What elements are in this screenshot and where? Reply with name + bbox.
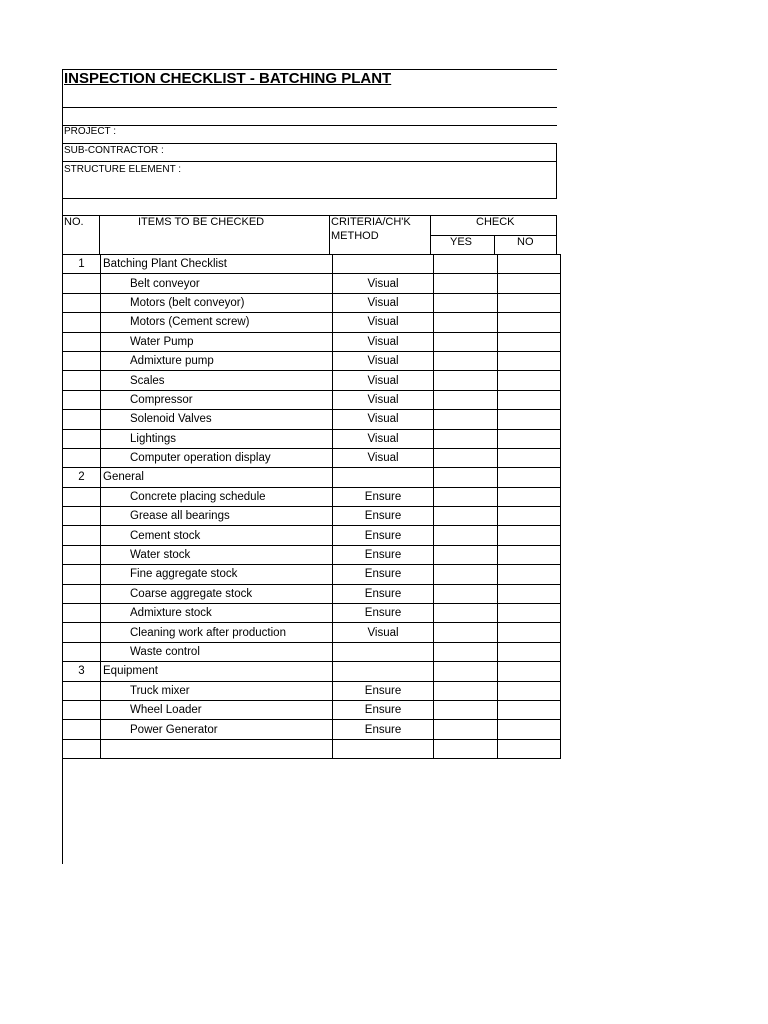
check-no-cell[interactable] bbox=[498, 487, 561, 506]
header-divider bbox=[494, 235, 495, 255]
header-check: CHECK bbox=[476, 216, 515, 228]
check-yes-cell[interactable] bbox=[434, 584, 498, 603]
item-label: Admixture pump bbox=[101, 351, 333, 370]
check-no-cell[interactable] bbox=[498, 565, 561, 584]
item-label: Power Generator bbox=[101, 720, 333, 739]
row-number bbox=[63, 642, 101, 661]
table-row bbox=[63, 642, 561, 661]
check-no-cell[interactable] bbox=[498, 662, 561, 681]
criteria-method: Visual bbox=[333, 351, 434, 370]
criteria-method: Ensure bbox=[333, 565, 434, 584]
header-no-col: NO bbox=[517, 236, 534, 248]
check-yes-cell[interactable] bbox=[434, 662, 498, 681]
criteria-method bbox=[333, 468, 434, 487]
check-no-cell[interactable] bbox=[498, 371, 561, 390]
item-label: Waste control bbox=[101, 642, 333, 661]
check-yes-cell[interactable] bbox=[434, 332, 498, 351]
check-yes-cell[interactable] bbox=[434, 410, 498, 429]
table-row bbox=[63, 545, 561, 564]
blank-cell[interactable] bbox=[333, 739, 434, 758]
check-yes-cell[interactable] bbox=[434, 313, 498, 332]
item-label: Fine aggregate stock bbox=[101, 565, 333, 584]
section-row bbox=[63, 255, 561, 274]
check-no-cell[interactable] bbox=[498, 448, 561, 467]
item-label: Solenoid Valves bbox=[101, 410, 333, 429]
table-row bbox=[63, 448, 561, 467]
criteria-method: Visual bbox=[333, 390, 434, 409]
structure-element-label: STRUCTURE ELEMENT : bbox=[64, 164, 182, 175]
blank-cell[interactable] bbox=[101, 739, 333, 758]
row-number bbox=[63, 487, 101, 506]
row-number bbox=[63, 507, 101, 526]
row-number bbox=[63, 313, 101, 332]
project-label: PROJECT : bbox=[64, 126, 117, 137]
check-no-cell[interactable] bbox=[498, 351, 561, 370]
criteria-method: Ensure bbox=[333, 681, 434, 700]
item-label: Truck mixer bbox=[101, 681, 333, 700]
criteria-method: Ensure bbox=[333, 584, 434, 603]
row-number bbox=[63, 351, 101, 370]
section-title: Equipment bbox=[101, 662, 333, 681]
row-number bbox=[63, 720, 101, 739]
item-label: Concrete placing schedule bbox=[101, 487, 333, 506]
item-label: Wheel Loader bbox=[101, 700, 333, 719]
section-row bbox=[63, 662, 561, 681]
check-no-cell[interactable] bbox=[498, 390, 561, 409]
criteria-method: Visual bbox=[333, 448, 434, 467]
table-row bbox=[63, 623, 561, 642]
blank-cell[interactable] bbox=[434, 739, 498, 758]
row-number bbox=[63, 274, 101, 293]
row-number bbox=[63, 584, 101, 603]
item-label: Water stock bbox=[101, 545, 333, 564]
table-row bbox=[63, 681, 561, 700]
check-yes-cell[interactable] bbox=[434, 700, 498, 719]
check-no-cell[interactable] bbox=[498, 584, 561, 603]
criteria-method: Visual bbox=[333, 313, 434, 332]
checklist-rows bbox=[63, 255, 561, 759]
check-no-cell[interactable] bbox=[498, 293, 561, 312]
check-no-cell[interactable] bbox=[498, 623, 561, 642]
table-row bbox=[63, 332, 561, 351]
row-number bbox=[63, 293, 101, 312]
row-number bbox=[63, 623, 101, 642]
check-no-cell[interactable] bbox=[498, 507, 561, 526]
table-row bbox=[63, 565, 561, 584]
check-yes-cell[interactable] bbox=[434, 545, 498, 564]
item-label: Cleaning work after production bbox=[101, 623, 333, 642]
row-number bbox=[63, 545, 101, 564]
row-number bbox=[63, 526, 101, 545]
table-row bbox=[63, 410, 561, 429]
criteria-method bbox=[333, 662, 434, 681]
table-row bbox=[63, 584, 561, 603]
check-yes-cell[interactable] bbox=[434, 351, 498, 370]
row-number: 2 bbox=[63, 468, 101, 487]
table-row bbox=[63, 700, 561, 719]
criteria-method bbox=[333, 255, 434, 274]
check-no-cell[interactable] bbox=[498, 468, 561, 487]
section-title: General bbox=[101, 468, 333, 487]
row-number bbox=[63, 390, 101, 409]
row-number bbox=[63, 565, 101, 584]
row-number bbox=[63, 410, 101, 429]
criteria-method: Ensure bbox=[333, 545, 434, 564]
criteria-method: Ensure bbox=[333, 700, 434, 719]
field-box-right bbox=[556, 143, 557, 199]
table-row bbox=[63, 293, 561, 312]
page-title: INSPECTION CHECKLIST - BATCHING PLANT bbox=[64, 70, 392, 87]
criteria-method: Visual bbox=[333, 429, 434, 448]
check-yes-cell[interactable] bbox=[434, 487, 498, 506]
header-criteria-line2: METHOD bbox=[331, 230, 379, 242]
criteria-method: Ensure bbox=[333, 526, 434, 545]
table-row bbox=[63, 351, 561, 370]
criteria-method bbox=[333, 642, 434, 661]
check-yes-cell[interactable] bbox=[434, 720, 498, 739]
check-yes-cell[interactable] bbox=[434, 507, 498, 526]
check-no-cell[interactable] bbox=[498, 681, 561, 700]
table-row bbox=[63, 371, 561, 390]
item-label: Coarse aggregate stock bbox=[101, 584, 333, 603]
check-yes-cell[interactable] bbox=[434, 293, 498, 312]
divider bbox=[62, 125, 557, 126]
check-no-cell[interactable] bbox=[498, 332, 561, 351]
header-criteria-line1: CRITERIA/CH'K bbox=[331, 216, 411, 228]
blank-row bbox=[63, 739, 561, 758]
row-number bbox=[63, 448, 101, 467]
divider bbox=[62, 143, 557, 144]
criteria-method: Visual bbox=[333, 371, 434, 390]
check-yes-cell[interactable] bbox=[434, 623, 498, 642]
section-row bbox=[63, 468, 561, 487]
check-no-cell[interactable] bbox=[498, 255, 561, 274]
check-no-cell[interactable] bbox=[498, 545, 561, 564]
check-no-cell[interactable] bbox=[498, 313, 561, 332]
table-row bbox=[63, 429, 561, 448]
check-yes-cell[interactable] bbox=[434, 526, 498, 545]
check-no-cell[interactable] bbox=[498, 604, 561, 623]
check-no-cell[interactable] bbox=[498, 642, 561, 661]
check-no-cell[interactable] bbox=[498, 720, 561, 739]
table-row bbox=[63, 274, 561, 293]
item-label: Cement stock bbox=[101, 526, 333, 545]
divider bbox=[62, 198, 557, 199]
criteria-method: Visual bbox=[333, 332, 434, 351]
header-items: ITEMS TO BE CHECKED bbox=[138, 216, 265, 228]
check-yes-cell[interactable] bbox=[434, 681, 498, 700]
table-row bbox=[63, 526, 561, 545]
check-no-cell[interactable] bbox=[498, 410, 561, 429]
criteria-method: Ensure bbox=[333, 604, 434, 623]
row-number bbox=[63, 700, 101, 719]
check-no-cell[interactable] bbox=[498, 526, 561, 545]
table-row bbox=[63, 507, 561, 526]
table-row bbox=[63, 487, 561, 506]
row-number: 3 bbox=[63, 662, 101, 681]
criteria-method: Ensure bbox=[333, 487, 434, 506]
row-number bbox=[63, 332, 101, 351]
table-row bbox=[63, 720, 561, 739]
check-yes-cell[interactable] bbox=[434, 468, 498, 487]
item-label: Scales bbox=[101, 371, 333, 390]
item-label: Water Pump bbox=[101, 332, 333, 351]
check-yes-cell[interactable] bbox=[434, 429, 498, 448]
blank-cell[interactable] bbox=[63, 739, 101, 758]
header-no: NO. bbox=[64, 216, 84, 228]
item-label: Belt conveyor bbox=[101, 274, 333, 293]
check-yes-cell[interactable] bbox=[434, 390, 498, 409]
blank-cell[interactable] bbox=[498, 739, 561, 758]
table-row bbox=[63, 313, 561, 332]
check-yes-cell[interactable] bbox=[434, 642, 498, 661]
criteria-method: Ensure bbox=[333, 720, 434, 739]
check-yes-cell[interactable] bbox=[434, 371, 498, 390]
divider bbox=[62, 107, 557, 108]
section-title: Batching Plant Checklist bbox=[101, 255, 333, 274]
header-yes: YES bbox=[450, 236, 473, 248]
check-yes-cell[interactable] bbox=[434, 604, 498, 623]
check-no-cell[interactable] bbox=[498, 700, 561, 719]
check-no-cell[interactable] bbox=[498, 429, 561, 448]
check-yes-cell[interactable] bbox=[434, 448, 498, 467]
criteria-method: Visual bbox=[333, 274, 434, 293]
item-label: Grease all bearings bbox=[101, 507, 333, 526]
check-yes-cell[interactable] bbox=[434, 255, 498, 274]
checklist-table bbox=[62, 254, 561, 759]
item-label: Lightings bbox=[101, 429, 333, 448]
criteria-method: Visual bbox=[333, 293, 434, 312]
item-label: Admixture stock bbox=[101, 604, 333, 623]
item-label: Motors (Cement screw) bbox=[101, 313, 333, 332]
row-number bbox=[63, 681, 101, 700]
item-label: Motors (belt conveyor) bbox=[101, 293, 333, 312]
header-divider bbox=[329, 215, 330, 255]
criteria-method: Visual bbox=[333, 410, 434, 429]
criteria-method: Ensure bbox=[333, 507, 434, 526]
subcontractor-label: SUB-CONTRACTOR : bbox=[64, 145, 164, 156]
row-number bbox=[63, 429, 101, 448]
check-yes-cell[interactable] bbox=[434, 565, 498, 584]
table-row bbox=[63, 390, 561, 409]
row-number bbox=[63, 371, 101, 390]
row-number: 1 bbox=[63, 255, 101, 274]
item-label: Compressor bbox=[101, 390, 333, 409]
row-number bbox=[63, 604, 101, 623]
header-divider bbox=[99, 215, 100, 255]
check-no-cell[interactable] bbox=[498, 274, 561, 293]
divider bbox=[62, 161, 557, 162]
table-row bbox=[63, 604, 561, 623]
criteria-method: Visual bbox=[333, 623, 434, 642]
item-label: Computer operation display bbox=[101, 448, 333, 467]
check-yes-cell[interactable] bbox=[434, 274, 498, 293]
